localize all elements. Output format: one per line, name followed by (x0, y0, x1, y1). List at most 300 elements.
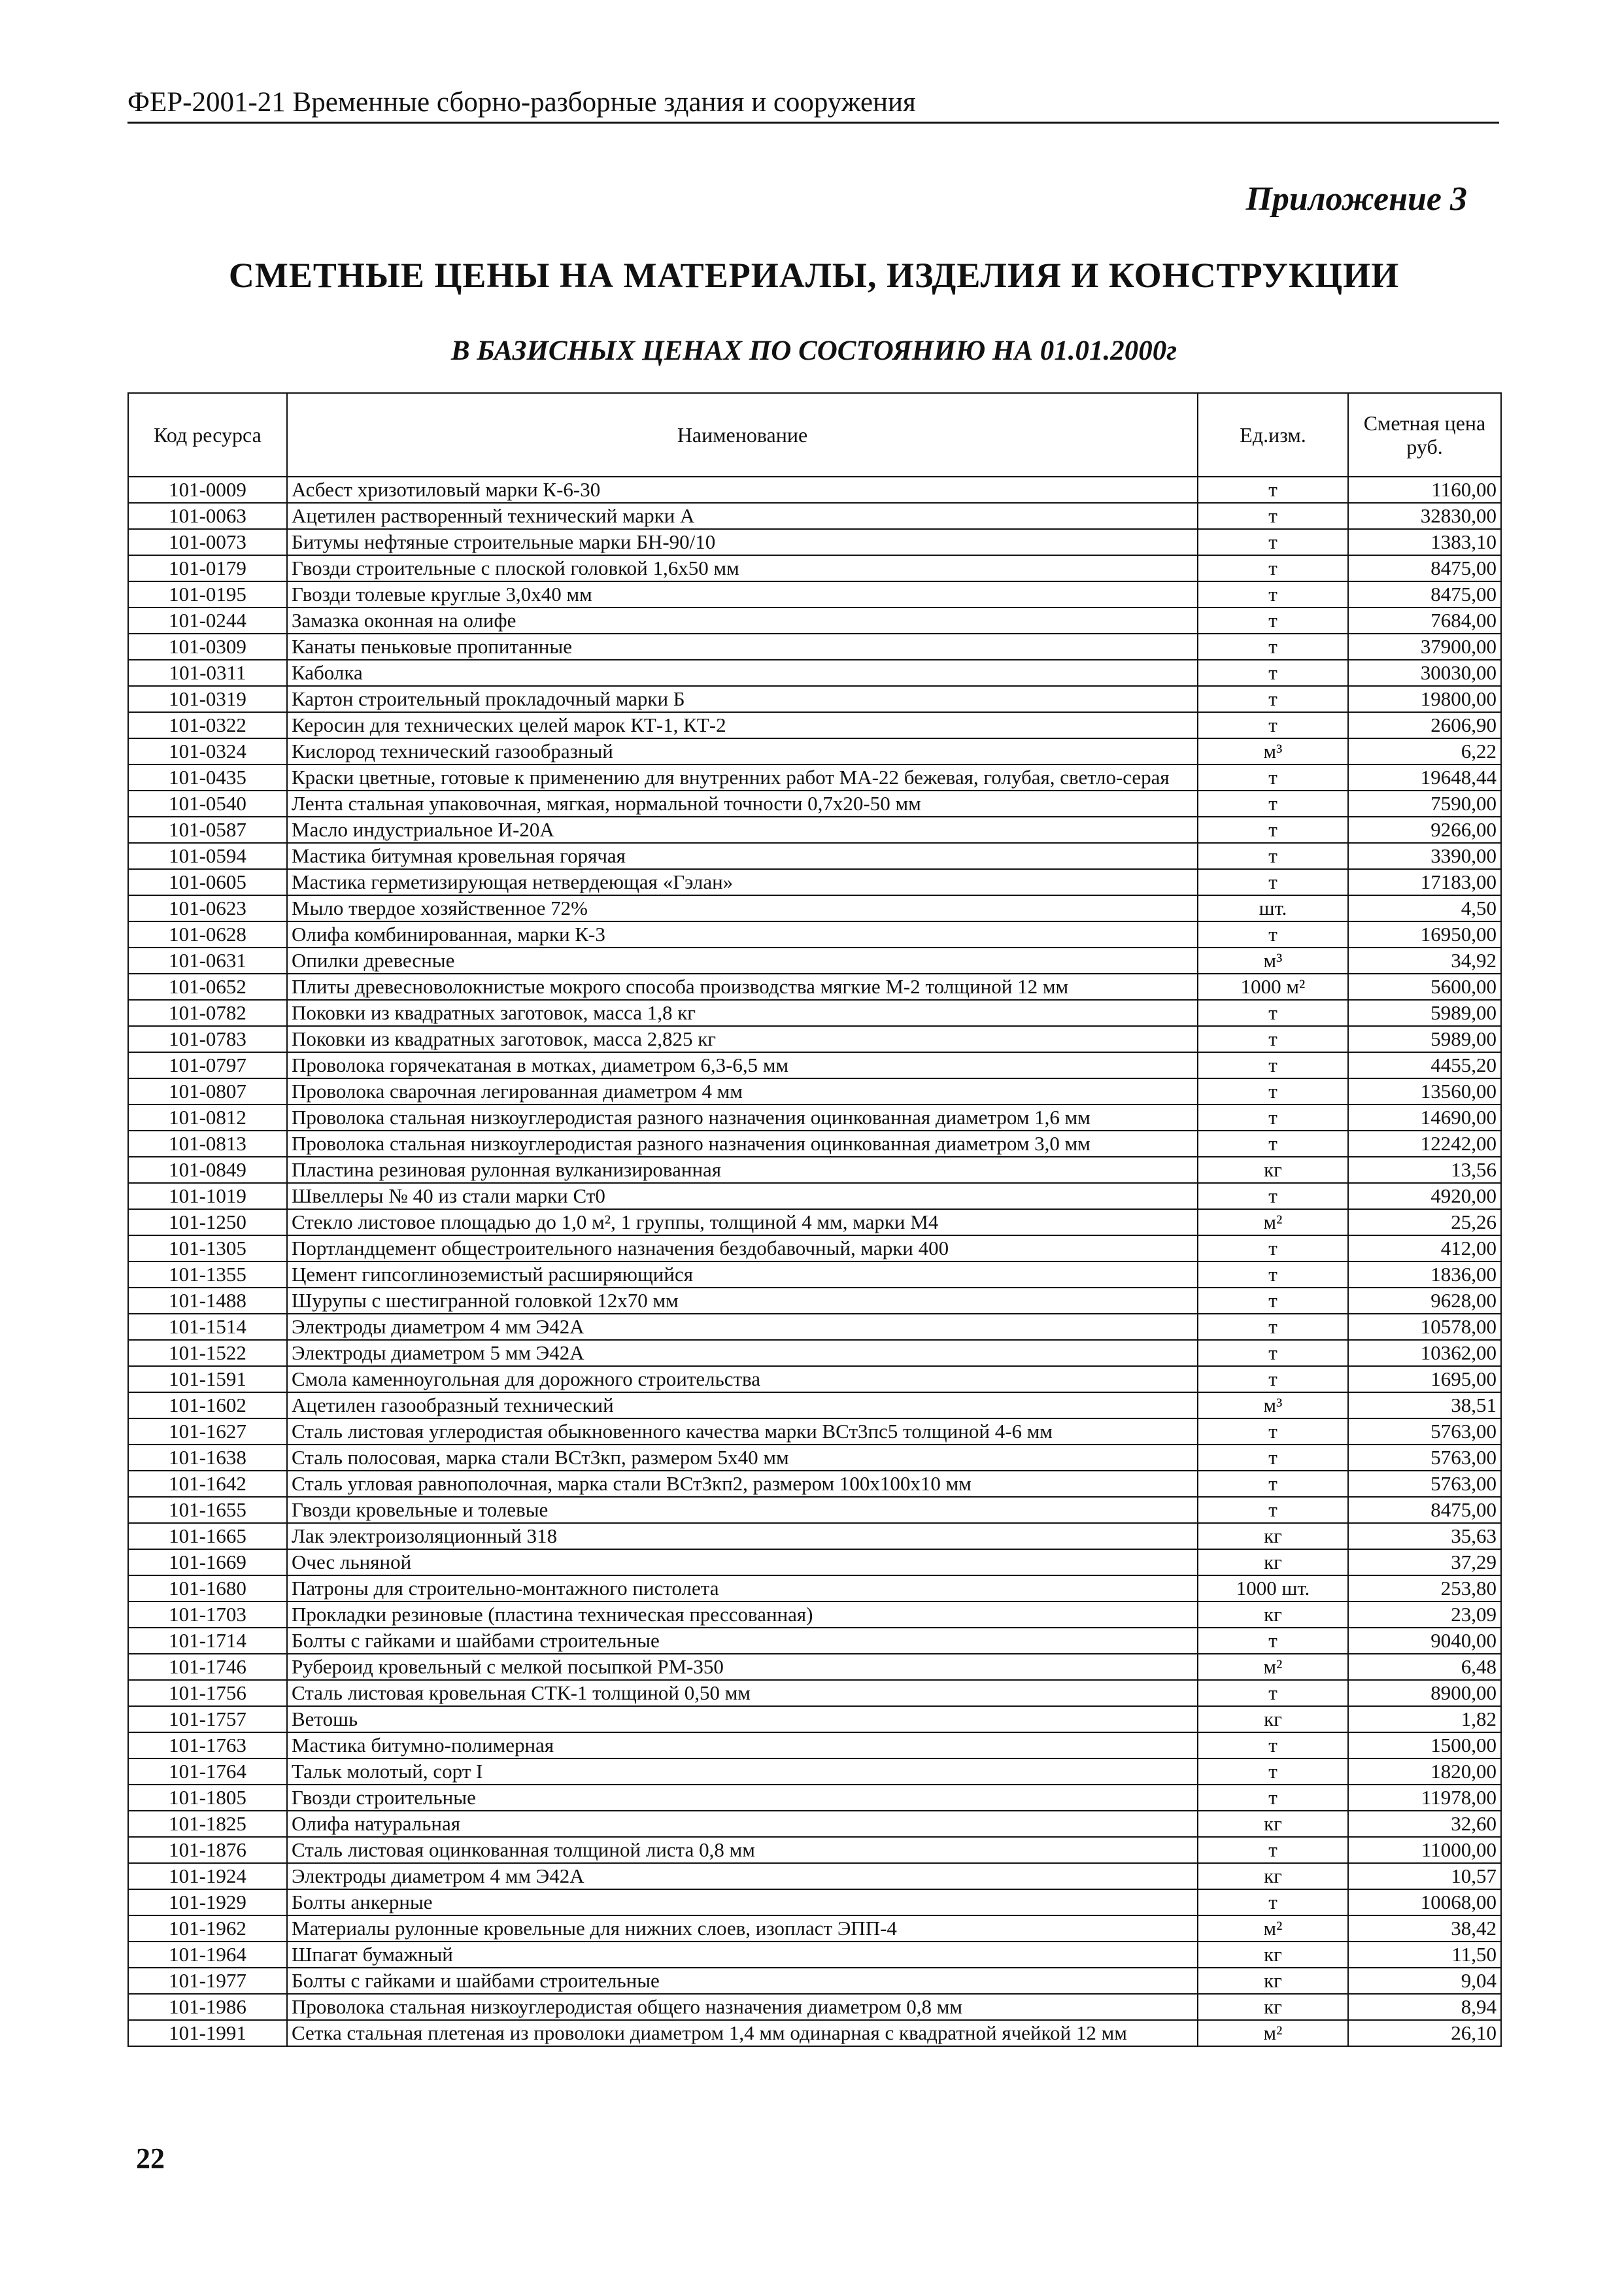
running-header: ФЕР-2001-21 Временные сборно-разборные здания и сооружения (127, 86, 1499, 124)
unit-cell: т (1198, 608, 1348, 634)
unit-cell: т (1198, 634, 1348, 660)
resource-code-cell: 101-0319 (128, 686, 287, 712)
price-cell: 11978,00 (1348, 1785, 1501, 1811)
table-row (128, 1785, 1501, 1811)
unit-cell: кг (1198, 1811, 1348, 1837)
price-cell: 25,26 (1348, 1209, 1501, 1235)
resource-code-cell: 101-1355 (128, 1261, 287, 1288)
price-cell: 19648,44 (1348, 764, 1501, 791)
table-row (128, 1837, 1501, 1863)
resource-code-cell: 101-1250 (128, 1209, 287, 1235)
resource-name-cell: Рубероид кровельный с мелкой посыпкой РМ-350 (287, 1654, 1198, 1680)
resource-code-cell: 101-0322 (128, 712, 287, 738)
price-cell: 1160,00 (1348, 477, 1501, 503)
resource-code-cell: 101-0179 (128, 555, 287, 581)
resource-name-cell: Сталь листовая кровельная СТК-1 толщиной 0,50 мм (287, 1680, 1198, 1706)
price-cell: 9,04 (1348, 1968, 1501, 1994)
price-cell: 4455,20 (1348, 1052, 1501, 1078)
resource-code-cell: 101-0782 (128, 1000, 287, 1026)
resource-name-cell: Каболка (287, 660, 1198, 686)
resource-code-cell: 101-1591 (128, 1366, 287, 1392)
resource-name-cell: Олифа натуральная (287, 1811, 1198, 1837)
column-header-unit: Ед.изм. (1198, 393, 1348, 477)
resource-code-cell: 101-0628 (128, 921, 287, 948)
table-row (128, 634, 1501, 660)
resource-name-cell: Тальк молотый, сорт I (287, 1758, 1198, 1785)
unit-cell: т (1198, 1732, 1348, 1758)
unit-cell: т (1198, 1418, 1348, 1445)
table-row (128, 1968, 1501, 1994)
price-cell: 1,82 (1348, 1706, 1501, 1732)
resource-name-cell: Гвозди толевые круглые 3,0х40 мм (287, 581, 1198, 608)
resource-name-cell: Электроды диаметром 5 мм Э42А (287, 1340, 1198, 1366)
resource-name-cell: Асбест хризотиловый марки К-6-30 (287, 477, 1198, 503)
resource-code-cell: 101-1876 (128, 1837, 287, 1863)
table-row (128, 1131, 1501, 1157)
table-row (128, 1000, 1501, 1026)
resource-code-cell: 101-1977 (128, 1968, 287, 1994)
price-cell: 8,94 (1348, 1994, 1501, 2020)
price-table (127, 392, 1502, 2047)
price-cell: 412,00 (1348, 1235, 1501, 1261)
resource-name-cell: Цемент гипсоглиноземистый расширяющийся (287, 1261, 1198, 1288)
resource-name-cell: Электроды диаметром 4 мм Э42А (287, 1314, 1198, 1340)
table-row (128, 1392, 1501, 1418)
unit-cell: м² (1198, 1209, 1348, 1235)
resource-code-cell: 101-1764 (128, 1758, 287, 1785)
price-cell: 9266,00 (1348, 817, 1501, 843)
unit-cell: кг (1198, 1706, 1348, 1732)
price-cell: 6,48 (1348, 1654, 1501, 1680)
resource-code-cell: 101-0324 (128, 738, 287, 764)
document-title: СМЕТНЫЕ ЦЕНЫ НА МАТЕРИАЛЫ, ИЗДЕЛИЯ И КОНСТРУКЦИИ (228, 256, 1400, 295)
table-row (128, 1497, 1501, 1523)
resource-name-cell: Керосин для технических целей марок КТ-1, КТ-2 (287, 712, 1198, 738)
table-row (128, 1314, 1501, 1340)
resource-name-cell: Мастика битумная кровельная горячая (287, 843, 1198, 869)
resource-code-cell: 101-0783 (128, 1026, 287, 1052)
resource-code-cell: 101-1757 (128, 1706, 287, 1732)
price-cell: 16950,00 (1348, 921, 1501, 948)
table-row (128, 895, 1501, 921)
resource-name-cell: Опилки древесные (287, 948, 1198, 974)
price-cell: 1820,00 (1348, 1758, 1501, 1785)
table-row (128, 869, 1501, 895)
price-cell: 1836,00 (1348, 1261, 1501, 1288)
page-number: 22 (136, 2142, 165, 2174)
resource-code-cell: 101-1763 (128, 1732, 287, 1758)
table-row (128, 974, 1501, 1000)
unit-cell: т (1198, 503, 1348, 529)
price-cell: 30030,00 (1348, 660, 1501, 686)
table-row (128, 1235, 1501, 1261)
resource-code-cell: 101-0195 (128, 581, 287, 608)
resource-code-cell: 101-1703 (128, 1602, 287, 1628)
resource-code-cell: 101-1714 (128, 1628, 287, 1654)
resource-code-cell: 101-0435 (128, 764, 287, 791)
unit-cell: т (1198, 1314, 1348, 1340)
unit-cell: т (1198, 869, 1348, 895)
unit-cell: т (1198, 1785, 1348, 1811)
table-row (128, 1732, 1501, 1758)
table-row (128, 1915, 1501, 1942)
resource-name-cell: Швеллеры № 40 из стали марки Ст0 (287, 1183, 1198, 1209)
unit-cell: т (1198, 1052, 1348, 1078)
resource-code-cell: 101-1019 (128, 1183, 287, 1209)
resource-name-cell: Краски цветные, готовые к применению для внутренних работ МА-22 бежевая, голубая, светло-серая (287, 764, 1198, 791)
table-row (128, 1366, 1501, 1392)
table-row (128, 764, 1501, 791)
resource-code-cell: 101-1991 (128, 2020, 287, 2046)
resource-name-cell: Поковки из квадратных заготовок, масса 2,825 кг (287, 1026, 1198, 1052)
resource-code-cell: 101-0594 (128, 843, 287, 869)
unit-cell: т (1198, 1837, 1348, 1863)
unit-cell: т (1198, 1235, 1348, 1261)
resource-code-cell: 101-0652 (128, 974, 287, 1000)
table-row (128, 1105, 1501, 1131)
resource-code-cell: 101-0623 (128, 895, 287, 921)
price-cell: 8475,00 (1348, 555, 1501, 581)
price-cell: 10362,00 (1348, 1340, 1501, 1366)
table-row (128, 1654, 1501, 1680)
price-cell: 253,80 (1348, 1575, 1501, 1602)
resource-name-cell: Мастика герметизирующая нетвердеющая «Гэлан» (287, 869, 1198, 895)
price-cell: 5600,00 (1348, 974, 1501, 1000)
unit-cell: 1000 шт. (1198, 1575, 1348, 1602)
resource-name-cell: Гвозди строительные с плоской головкой 1,6х50 мм (287, 555, 1198, 581)
resource-name-cell: Картон строительный прокладочный марки Б (287, 686, 1198, 712)
resource-name-cell: Битумы нефтяные строительные марки БН-90/10 (287, 529, 1198, 555)
resource-name-cell: Масло индустриальное И-20А (287, 817, 1198, 843)
table-row (128, 1471, 1501, 1497)
unit-cell: т (1198, 791, 1348, 817)
price-cell: 7590,00 (1348, 791, 1501, 817)
resource-name-cell: Болты с гайками и шайбами строительные (287, 1628, 1198, 1654)
table-row (128, 1157, 1501, 1183)
resource-code-cell: 101-0807 (128, 1078, 287, 1105)
resource-code-cell: 101-1680 (128, 1575, 287, 1602)
table-row (128, 477, 1501, 503)
resource-code-cell: 101-0309 (128, 634, 287, 660)
table-row (128, 738, 1501, 764)
table-row (128, 1628, 1501, 1654)
resource-name-cell: Сетка стальная плетеная из проволоки диаметром 1,4 мм одинарная с квадратной ячейкой 12 мм (287, 2020, 1198, 2046)
resource-code-cell: 101-0605 (128, 869, 287, 895)
price-cell: 38,42 (1348, 1915, 1501, 1942)
table-row (128, 1052, 1501, 1078)
unit-cell: т (1198, 712, 1348, 738)
unit-cell: т (1198, 1497, 1348, 1523)
appendix-label: Приложение 3 (1245, 180, 1467, 218)
resource-name-cell: Мастика битумно-полимерная (287, 1732, 1198, 1758)
unit-cell: т (1198, 660, 1348, 686)
unit-cell: т (1198, 817, 1348, 843)
unit-cell: шт. (1198, 895, 1348, 921)
resource-code-cell: 101-0813 (128, 1131, 287, 1157)
unit-cell: м³ (1198, 738, 1348, 764)
price-cell: 8475,00 (1348, 581, 1501, 608)
resource-name-cell: Сталь листовая оцинкованная толщиной листа 0,8 мм (287, 1837, 1198, 1863)
unit-cell: т (1198, 477, 1348, 503)
unit-cell: т (1198, 1758, 1348, 1785)
price-cell: 37,29 (1348, 1549, 1501, 1575)
price-cell: 32830,00 (1348, 503, 1501, 529)
table-row (128, 2020, 1501, 2046)
unit-cell: т (1198, 1026, 1348, 1052)
price-cell: 6,22 (1348, 738, 1501, 764)
table-row (128, 1523, 1501, 1549)
table-row (128, 1288, 1501, 1314)
resource-code-cell: 101-1642 (128, 1471, 287, 1497)
resource-code-cell: 101-0540 (128, 791, 287, 817)
resource-code-cell: 101-1602 (128, 1392, 287, 1418)
unit-cell: т (1198, 1366, 1348, 1392)
price-cell: 17183,00 (1348, 869, 1501, 895)
table-row (128, 1706, 1501, 1732)
resource-name-cell: Лак электроизоляционный 318 (287, 1523, 1198, 1549)
resource-name-cell: Смола каменноугольная для дорожного строительства (287, 1366, 1198, 1392)
table-body (128, 477, 1501, 2046)
resource-name-cell: Сталь угловая равнополочная, марка стали ВСт3кп2, размером 100х100х10 мм (287, 1471, 1198, 1497)
resource-name-cell: Сталь полосовая, марка стали ВСт3кп, размером 5х40 мм (287, 1445, 1198, 1471)
table-row (128, 1261, 1501, 1288)
resource-code-cell: 101-1638 (128, 1445, 287, 1471)
table-row (128, 1680, 1501, 1706)
resource-name-cell: Шурупы с шестигранной головкой 12х70 мм (287, 1288, 1198, 1314)
resource-code-cell: 101-1756 (128, 1680, 287, 1706)
price-cell: 14690,00 (1348, 1105, 1501, 1131)
price-cell: 10068,00 (1348, 1889, 1501, 1915)
unit-cell: м³ (1198, 1392, 1348, 1418)
resource-name-cell: Гвозди строительные (287, 1785, 1198, 1811)
resource-name-cell: Шпагат бумажный (287, 1942, 1198, 1968)
price-cell: 4920,00 (1348, 1183, 1501, 1209)
resource-code-cell: 101-1655 (128, 1497, 287, 1523)
unit-cell: т (1198, 1288, 1348, 1314)
unit-cell: т (1198, 529, 1348, 555)
table-row (128, 660, 1501, 686)
price-cell: 12242,00 (1348, 1131, 1501, 1157)
resource-name-cell: Ацетилен газообразный технический (287, 1392, 1198, 1418)
price-cell: 8475,00 (1348, 1497, 1501, 1523)
resource-name-cell: Проволока сварочная легированная диаметром 4 мм (287, 1078, 1198, 1105)
table-row (128, 817, 1501, 843)
resource-code-cell: 101-0063 (128, 503, 287, 529)
price-cell: 1500,00 (1348, 1732, 1501, 1758)
table-row (128, 581, 1501, 608)
price-cell: 13,56 (1348, 1157, 1501, 1183)
price-cell: 10578,00 (1348, 1314, 1501, 1340)
unit-cell: т (1198, 1131, 1348, 1157)
table-row (128, 921, 1501, 948)
table-row (128, 791, 1501, 817)
price-cell: 3390,00 (1348, 843, 1501, 869)
resource-name-cell: Проволока стальная низкоуглеродистая разного назначения оцинкованная диаметром 1,6 мм (287, 1105, 1198, 1131)
unit-cell: кг (1198, 1523, 1348, 1549)
unit-cell: 1000 м² (1198, 974, 1348, 1000)
price-cell: 5763,00 (1348, 1418, 1501, 1445)
price-cell: 5763,00 (1348, 1471, 1501, 1497)
resource-code-cell: 101-1627 (128, 1418, 287, 1445)
unit-cell: кг (1198, 1157, 1348, 1183)
resource-name-cell: Олифа комбинированная, марки К-3 (287, 921, 1198, 948)
table-row (128, 1942, 1501, 1968)
resource-name-cell: Очес льняной (287, 1549, 1198, 1575)
table-row (128, 1549, 1501, 1575)
unit-cell: т (1198, 1445, 1348, 1471)
resource-name-cell: Пластина резиновая рулонная вулканизированная (287, 1157, 1198, 1183)
table-row (128, 1340, 1501, 1366)
price-cell: 11,50 (1348, 1942, 1501, 1968)
table-row (128, 555, 1501, 581)
resource-code-cell: 101-0244 (128, 608, 287, 634)
resource-code-cell: 101-1305 (128, 1235, 287, 1261)
unit-cell: т (1198, 1105, 1348, 1131)
resource-name-cell: Кислород технический газообразный (287, 738, 1198, 764)
unit-cell: м² (1198, 1654, 1348, 1680)
table-row (128, 1418, 1501, 1445)
resource-code-cell: 101-0587 (128, 817, 287, 843)
resource-code-cell: 101-0311 (128, 660, 287, 686)
resource-name-cell: Портландцемент общестроительного назначения бездобавочный, марки 400 (287, 1235, 1198, 1261)
unit-cell: кг (1198, 1549, 1348, 1575)
resource-name-cell: Проволока стальная низкоуглеродистая общего назначения диаметром 0,8 мм (287, 1994, 1198, 2020)
table-row (128, 1994, 1501, 2020)
resource-name-cell: Поковки из квадратных заготовок, масса 1,8 кг (287, 1000, 1198, 1026)
document-subtitle: В БАЗИСНЫХ ЦЕНАХ ПО СОСТОЯНИЮ НА 01.01.2000г (450, 335, 1177, 366)
table-row (128, 1026, 1501, 1052)
resource-name-cell: Стекло листовое площадью до 1,0 м², 1 группы, толщиной 4 мм, марки М4 (287, 1209, 1198, 1235)
unit-cell: т (1198, 581, 1348, 608)
price-cell: 11000,00 (1348, 1837, 1501, 1863)
unit-cell: т (1198, 1183, 1348, 1209)
price-cell: 10,57 (1348, 1863, 1501, 1889)
resource-code-cell: 101-1964 (128, 1942, 287, 1968)
price-cell: 26,10 (1348, 2020, 1501, 2046)
unit-cell: т (1198, 1340, 1348, 1366)
column-header-price: Сметная цена руб. (1348, 393, 1501, 477)
resource-code-cell: 101-0073 (128, 529, 287, 555)
price-cell: 35,63 (1348, 1523, 1501, 1549)
price-cell: 38,51 (1348, 1392, 1501, 1418)
price-cell: 8900,00 (1348, 1680, 1501, 1706)
resource-code-cell: 101-1488 (128, 1288, 287, 1314)
unit-cell: т (1198, 921, 1348, 948)
price-cell: 32,60 (1348, 1811, 1501, 1837)
unit-cell: т (1198, 1471, 1348, 1497)
resource-code-cell: 101-1986 (128, 1994, 287, 2020)
resource-name-cell: Патроны для строительно-монтажного пистолета (287, 1575, 1198, 1602)
table-row (128, 608, 1501, 634)
unit-cell: т (1198, 843, 1348, 869)
price-cell: 37900,00 (1348, 634, 1501, 660)
table-row (128, 1863, 1501, 1889)
price-cell: 5763,00 (1348, 1445, 1501, 1471)
resource-name-cell: Замазка оконная на олифе (287, 608, 1198, 634)
unit-cell: м² (1198, 1915, 1348, 1942)
unit-cell: т (1198, 1628, 1348, 1654)
unit-cell: т (1198, 686, 1348, 712)
table-header-row (128, 393, 1501, 477)
unit-cell: кг (1198, 1968, 1348, 1994)
table-row (128, 1575, 1501, 1602)
resource-code-cell: 101-1825 (128, 1811, 287, 1837)
resource-name-cell: Сталь листовая углеродистая обыкновенного качества марки ВСт3пс5 толщиной 4-6 мм (287, 1418, 1198, 1445)
resource-code-cell: 101-1929 (128, 1889, 287, 1915)
price-cell: 4,50 (1348, 895, 1501, 921)
unit-cell: т (1198, 555, 1348, 581)
resource-name-cell: Материалы рулонные кровельные для нижних слоев, изопласт ЭПП-4 (287, 1915, 1198, 1942)
unit-cell: кг (1198, 1863, 1348, 1889)
resource-name-cell: Гвозди кровельные и толевые (287, 1497, 1198, 1523)
resource-name-cell: Мыло твердое хозяйственное 72% (287, 895, 1198, 921)
resource-name-cell: Ветошь (287, 1706, 1198, 1732)
table-row (128, 529, 1501, 555)
unit-cell: м³ (1198, 948, 1348, 974)
table-row (128, 1811, 1501, 1837)
price-cell: 7684,00 (1348, 608, 1501, 634)
resource-name-cell: Лента стальная упаковочная, мягкая, нормальной точности 0,7х20-50 мм (287, 791, 1198, 817)
table-row (128, 1602, 1501, 1628)
resource-code-cell: 101-1522 (128, 1340, 287, 1366)
unit-cell: т (1198, 1000, 1348, 1026)
resource-code-cell: 101-0797 (128, 1052, 287, 1078)
price-cell: 19800,00 (1348, 686, 1501, 712)
unit-cell: кг (1198, 1942, 1348, 1968)
resource-code-cell: 101-0631 (128, 948, 287, 974)
resource-name-cell: Канаты пеньковые пропитанные (287, 634, 1198, 660)
table-row (128, 1183, 1501, 1209)
resource-name-cell: Плиты древесноволокнистые мокрого способа производства мягкие М-2 толщиной 12 мм (287, 974, 1198, 1000)
resource-name-cell: Ацетилен растворенный технический марки А (287, 503, 1198, 529)
price-cell: 9040,00 (1348, 1628, 1501, 1654)
price-cell: 5989,00 (1348, 1000, 1501, 1026)
resource-code-cell: 101-1962 (128, 1915, 287, 1942)
resource-name-cell: Проволока стальная низкоуглеродистая разного назначения оцинкованная диаметром 3,0 мм (287, 1131, 1198, 1157)
resource-code-cell: 101-1514 (128, 1314, 287, 1340)
resource-code-cell: 101-1805 (128, 1785, 287, 1811)
table-row (128, 1078, 1501, 1105)
table-row (128, 1889, 1501, 1915)
resource-code-cell: 101-0009 (128, 477, 287, 503)
resource-name-cell: Болты с гайками и шайбами строительные (287, 1968, 1198, 1994)
unit-cell: т (1198, 1078, 1348, 1105)
resource-name-cell: Электроды диаметром 4 мм Э42А (287, 1863, 1198, 1889)
table-row (128, 712, 1501, 738)
resource-code-cell: 101-0849 (128, 1157, 287, 1183)
unit-cell: т (1198, 1680, 1348, 1706)
resource-code-cell: 101-1669 (128, 1549, 287, 1575)
resource-code-cell: 101-1746 (128, 1654, 287, 1680)
resource-code-cell: 101-0812 (128, 1105, 287, 1131)
price-cell: 23,09 (1348, 1602, 1501, 1628)
table-row (128, 1445, 1501, 1471)
resource-name-cell: Прокладки резиновые (пластина техническая прессованная) (287, 1602, 1198, 1628)
price-cell: 13560,00 (1348, 1078, 1501, 1105)
unit-cell: кг (1198, 1994, 1348, 2020)
unit-cell: т (1198, 1261, 1348, 1288)
price-cell: 5989,00 (1348, 1026, 1501, 1052)
table-row (128, 1209, 1501, 1235)
column-header-name: Наименование (287, 393, 1198, 477)
resource-code-cell: 101-1665 (128, 1523, 287, 1549)
resource-name-cell: Проволока горячекатаная в мотках, диаметром 6,3-6,5 мм (287, 1052, 1198, 1078)
table-row (128, 503, 1501, 529)
table-row (128, 1758, 1501, 1785)
table-row (128, 686, 1501, 712)
price-cell: 34,92 (1348, 948, 1501, 974)
unit-cell: т (1198, 764, 1348, 791)
